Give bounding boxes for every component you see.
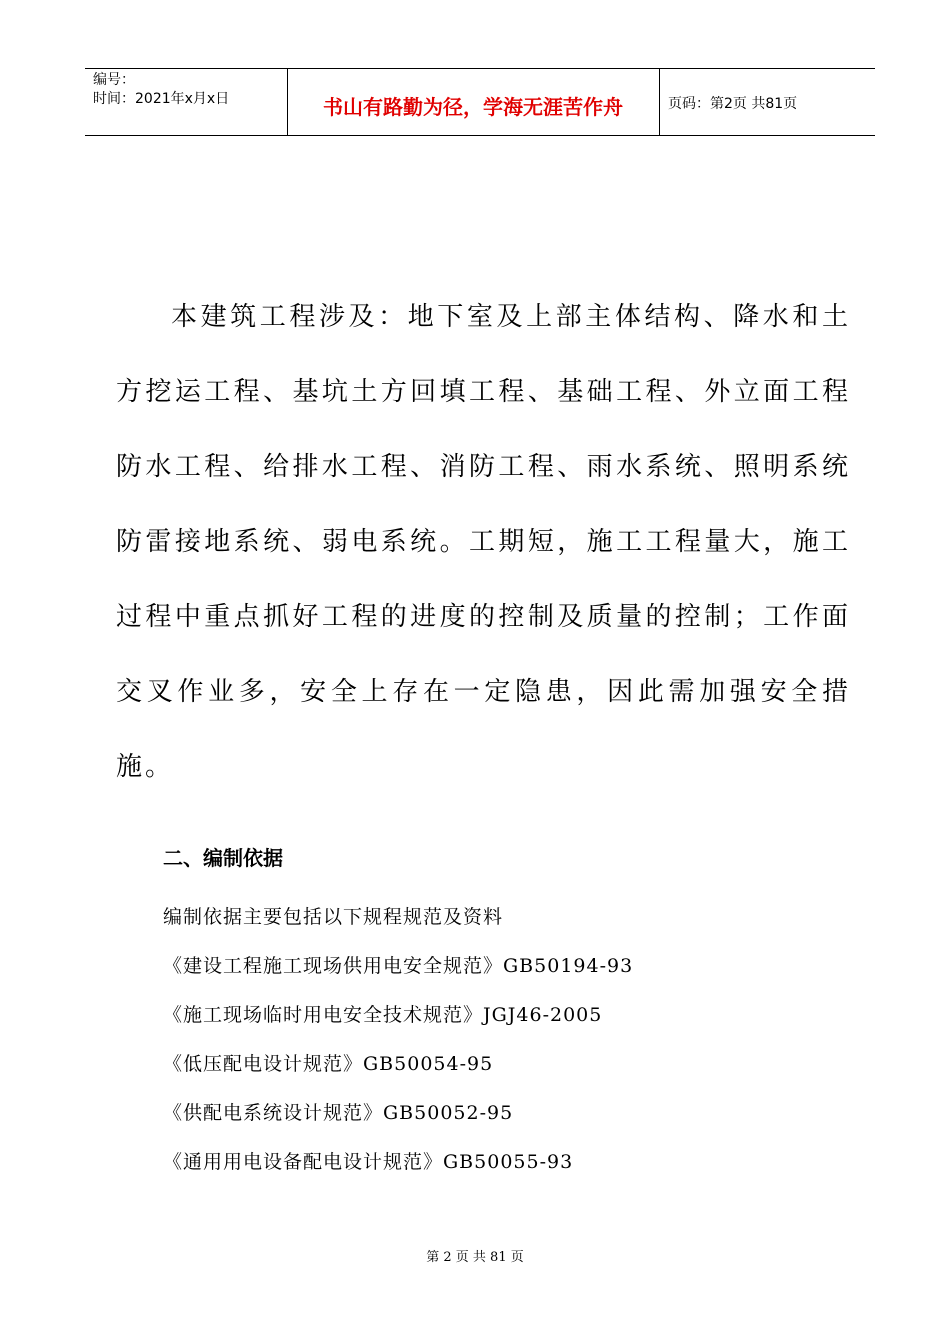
reference-item: 《低压配电设计规范》GB50054-95: [163, 1053, 494, 1075]
page-footer: 第 2 页 共 81 页: [426, 1250, 524, 1265]
section-intro: 编制依据主要包括以下规程规范及资料: [163, 906, 504, 928]
time-line: 时间：2021年x月x日: [93, 91, 230, 107]
reference-item: 《供配电系统设计规范》GB50052-95: [163, 1102, 514, 1124]
page-header: [85, 68, 875, 136]
reference-item: 《通用用电设备配电设计规范》GB50055-93: [163, 1151, 574, 1173]
reference-item: 《建设工程施工现场供用电安全规范》GB50194-93: [163, 955, 634, 977]
section-title: 二、编制依据: [163, 846, 283, 870]
header-divider-right: [659, 69, 660, 135]
reference-list: [163, 893, 633, 1187]
header-motto: 书山有路勤为径，学海无涯苦作舟: [323, 95, 623, 119]
body-paragraph: 本建筑工程涉及：地下室及上部主体结构、降水和土方挖运工程、基坑土方回填工程、基础工程、外立面工程防水工程、给排水工程、消防工程、雨水系统、照明系统防雷接地系统、弱电系统。工期短，施工工程量大，施工过程中重点抓好工程的进度的控制及质量的控制；工作面交叉作业多，安全上存在一定隐患，因此需加强安全措施。: [116, 302, 851, 782]
serial-label: 编号：: [93, 72, 135, 88]
reference-item: 《施工现场临时用电安全技术规范》JGJ46-2005: [163, 1004, 603, 1026]
header-page-indicator: 页码：第2页 共81页: [668, 96, 798, 112]
header-meta: [93, 71, 229, 109]
